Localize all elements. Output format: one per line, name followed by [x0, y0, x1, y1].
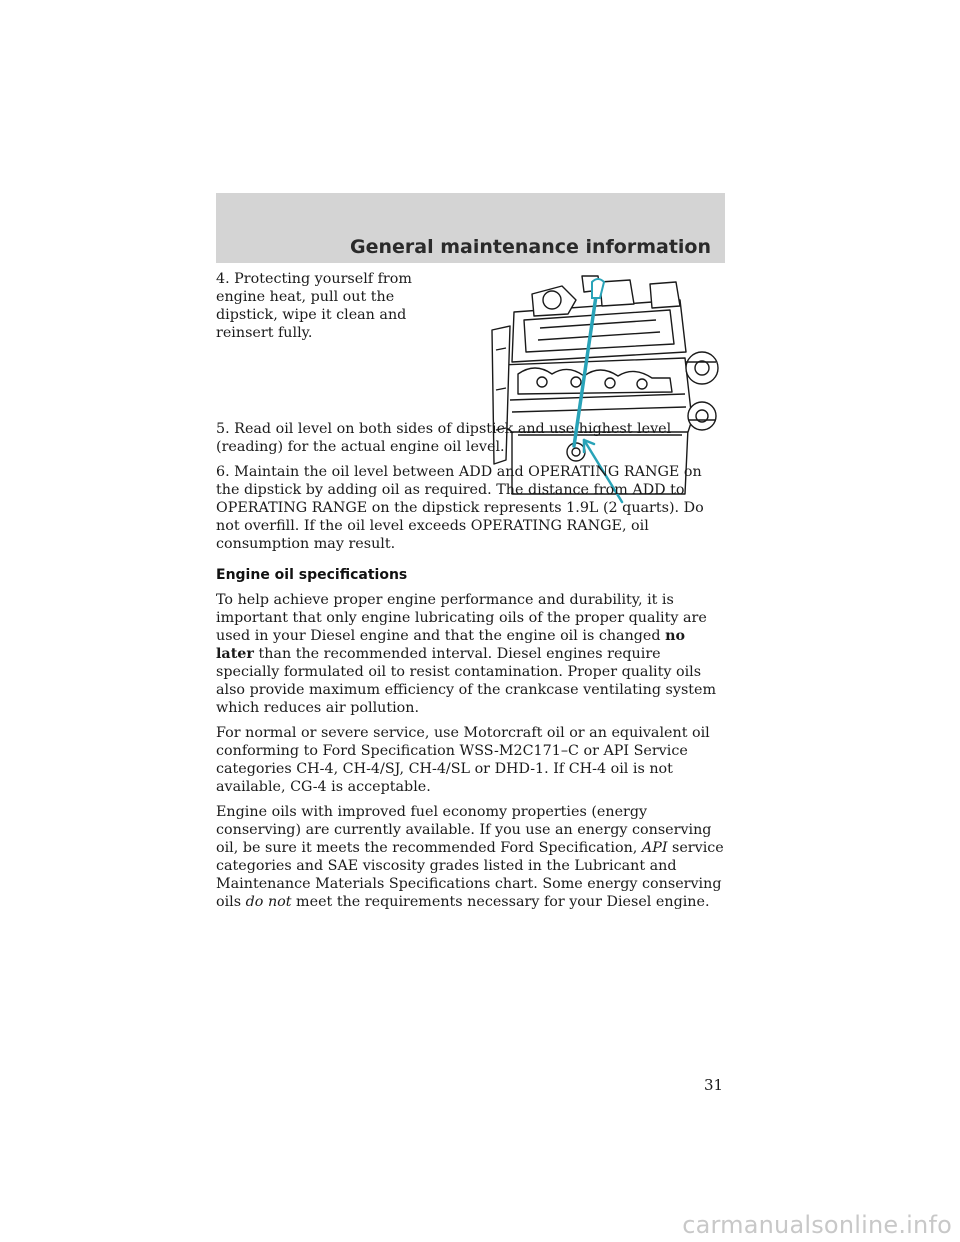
watermark: carmanualsonline.info — [682, 1211, 952, 1239]
paragraph-text: To help achieve proper engine performance and durability, it is important that only engine lubricating oils of the proper quality are used in your Diesel engine and that the engine oil is changed — [216, 592, 707, 644]
page-number: 31 — [704, 1076, 724, 1094]
step-6-text: 6. Maintain the oil level between ADD and OPERATING RANGE on the dipstick by adding oil as required. The distance from ADD to OPERATING RANGE on the dipstick represents 1.9L (2 quarts). Do not overfill. If the oil level exceeds OPERATING RANGE, oil consumption may result. — [216, 464, 704, 552]
paragraph-oil-quality — [216, 591, 725, 717]
paragraph-text: than the recommended interval. Diesel engines require specially formulated oil to resist contamination. Proper quality oils also provide maximum efficiency of the crankcase ventilating system which reduces air pollution. — [216, 646, 717, 716]
emphasis-api: API — [641, 840, 668, 856]
header-band — [216, 193, 725, 263]
step-5-text: 5. Read oil level on both sides of dipstick and use highest level (reading) for the actual engine oil level. — [216, 421, 672, 455]
paragraph-text: Engine oils with improved fuel economy properties (energy conserving) are currently available. If you use an energy conserving oil, be sure it meets the recommended Ford Specification, — [216, 804, 712, 856]
step-4-text: 4. Protecting yourself from engine heat, pull out the dipstick, wipe it clean and reinsert fully. — [216, 271, 412, 341]
paragraph-text: meet the requirements necessary for your Diesel engine. — [291, 894, 710, 910]
main-content — [216, 270, 725, 918]
paragraph-energy-conserving — [216, 803, 725, 911]
paragraph-text: service categories and SAE viscosity grades listed in the Lubricant and Maintenance Materials Specifications chart. Some energy conserving oils — [216, 840, 724, 910]
emphasis-no-later: no later — [216, 628, 686, 662]
paragraph-service-spec: For normal or severe service, use Motorcraft oil or an equivalent oil conforming to Ford Specification WSS-M2C171–C or API Service categories CH-4, CH-4/SJ, CH-4/SL or DHD-1. If CH-4 oil is not available, CG-4 is acceptable. — [216, 725, 710, 795]
section-heading: Engine oil specifications — [216, 567, 408, 583]
section-title: General maintenance information — [350, 236, 711, 258]
emphasis-do-not: do not — [245, 894, 292, 910]
